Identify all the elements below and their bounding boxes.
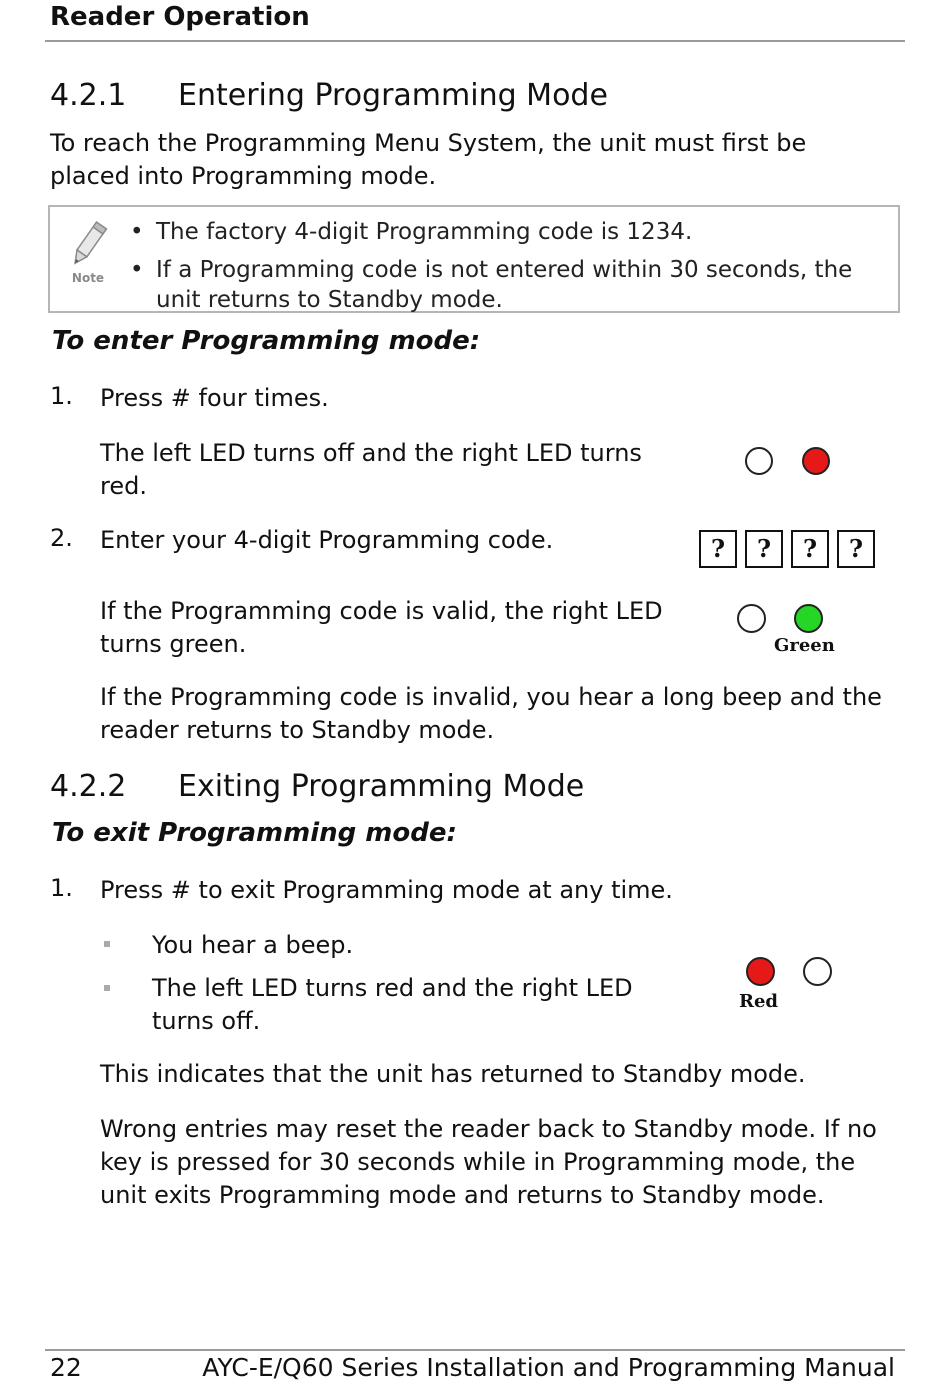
step-result: The left LED turns off and the right LED turns red.: [100, 439, 642, 500]
step-text: Press # to exit Programming mode at any time.: [100, 876, 673, 904]
step-number: 1.: [50, 382, 73, 410]
left-led-off-icon: [745, 447, 773, 475]
section-heading-4-2-1: [0, 78, 950, 118]
right-led-red-icon: [802, 447, 830, 475]
section-heading-4-2-2: [0, 769, 950, 809]
code-digit-box: ?: [699, 530, 737, 568]
bullet-text: The left LED turns red and the right LED turns off.: [152, 974, 633, 1035]
code-digit-box: ?: [745, 530, 783, 568]
section-title: Exiting Programming Mode: [178, 769, 585, 804]
procedure-heading-enter: To enter Programming mode:: [52, 326, 481, 356]
left-led-red-icon: [746, 957, 775, 986]
step-text: Enter your 4-digit Programming code.: [100, 526, 554, 554]
step-number: 2.: [50, 524, 73, 552]
bullet-square-icon: [104, 985, 110, 991]
note-item: [130, 217, 895, 247]
led-label-red: Red: [739, 991, 778, 1012]
pencil-note-icon: [68, 217, 108, 287]
note-item-text: If a Programming code is not entered within 30 seconds, the unit returns to Standby mode.: [156, 257, 853, 313]
timeout-warning: Wrong entries may reset the reader back to Standby mode. If no key is pressed for 30 seconds while in Programming mode, the unit exits Programming mode and returns to Standby mode.: [100, 1115, 877, 1209]
note-box: [48, 205, 900, 313]
bullet-square-icon: [104, 941, 110, 947]
exit-result: This indicates that the unit has returned to Standby mode.: [100, 1060, 806, 1088]
page-header-title: Reader Operation: [50, 2, 310, 32]
bullet-dot-icon: •: [130, 257, 144, 283]
footer-divider: [45, 1349, 905, 1351]
procedure-heading-exit: To exit Programming mode:: [52, 818, 457, 848]
right-led-green-icon: [794, 604, 823, 633]
step-text: Press # four times.: [100, 384, 329, 412]
led-label-green: Green: [774, 635, 835, 656]
code-digit-box: ?: [791, 530, 829, 568]
page-number: 22: [50, 1353, 82, 1382]
left-led-off-icon: [737, 604, 766, 633]
section-number: 4.2.2: [50, 769, 127, 804]
valid-code-result: If the Programming code is valid, the right LED turns green.: [100, 597, 663, 658]
right-led-off-icon: [803, 957, 832, 986]
invalid-code-result: If the Programming code is invalid, you hear a long beep and the reader returns to Standby mode.: [100, 683, 882, 744]
section-intro: To reach the Programming Menu System, the unit must first be placed into Programming mode.: [50, 129, 807, 190]
code-digit-box: ?: [837, 530, 875, 568]
section-title: Entering Programming Mode: [178, 78, 608, 113]
note-item-text: The factory 4-digit Programming code is 1234.: [156, 219, 693, 245]
bullet-dot-icon: •: [130, 219, 144, 245]
note-list: [130, 217, 895, 323]
note-icon-label: Note: [71, 271, 105, 285]
header-divider: [45, 40, 905, 42]
bullet-text: You hear a beep.: [152, 931, 354, 959]
step-number: 1.: [50, 874, 73, 902]
manual-title: AYC-E/Q60 Series Installation and Programming Manual: [202, 1353, 895, 1382]
section-number: 4.2.1: [50, 78, 127, 113]
note-item: [130, 255, 895, 315]
